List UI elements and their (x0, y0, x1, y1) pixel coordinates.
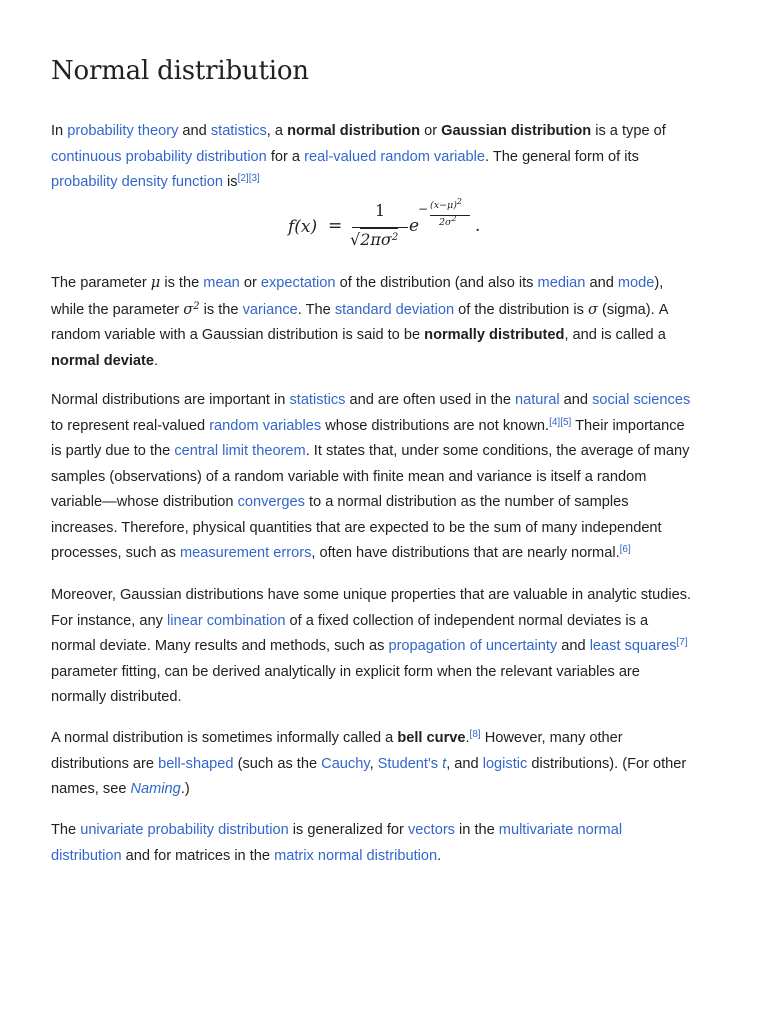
link-bell-shaped[interactable]: bell-shaped (158, 755, 234, 772)
link-logistic[interactable]: logistic (482, 755, 528, 772)
formula-period: . (475, 216, 481, 236)
link-converges[interactable]: converges (237, 494, 305, 510)
formula-fx: f(x) (288, 217, 318, 237)
exponent-denominator: $2\sigma^2$ (439, 214, 457, 228)
citation-8[interactable]: [8] (469, 729, 481, 740)
link-measurement-errors[interactable]: measurement errors (179, 545, 312, 561)
link-social-sciences[interactable]: social sciences (592, 392, 691, 408)
citation-4[interactable]: [4] (549, 416, 561, 428)
link-propagation-of-uncertainty[interactable]: propagation of uncertainty (388, 638, 558, 654)
link-central-limit-theorem[interactable]: central limit theorem (174, 443, 306, 459)
sigma-symbol: σ (587, 300, 598, 318)
formula-equals: = (328, 216, 343, 236)
bold-normal-distribution: normal distribution (287, 123, 421, 139)
link-expectation[interactable]: expectation (260, 275, 336, 291)
link-students-t[interactable]: Student's t (377, 755, 447, 772)
bold-gaussian-distribution: Gaussian distribution (441, 123, 592, 139)
citation-2[interactable]: [2] (237, 173, 249, 184)
importance-paragraph: Normal distributions are important in statistics and are often used in the natural and social sciences to represent real-valued random variables whose distributions are not known.[4][5] Their importance is partly due to the central limit theorem. It states that, under some conditions, the average of many samples (observations) of a random variable with finite mean and variance is itself a random variable—whose distribution converges to a normal distribution as the number of samples increases. Therefore, physical quantities that are expected to be the sum of many independent processes, such as measurement errors, often have distributions that are nearly normal.[6] (51, 392, 691, 561)
bold-normal-deviate: normal deviate (51, 352, 155, 369)
sqrt-icon: √ (350, 230, 361, 249)
link-statistics-2[interactable]: statistics (289, 392, 346, 408)
formula-e: e (409, 216, 420, 236)
link-vectors[interactable]: vectors (407, 822, 455, 838)
pdf-formula (288, 196, 508, 260)
formula-denominator: $√2\pi\sigma^2$ (350, 230, 399, 249)
citation-7[interactable]: [7] (676, 637, 688, 648)
link-statistics[interactable]: statistics (210, 123, 267, 139)
exponent-fraction-bar (430, 215, 470, 216)
link-probability-theory[interactable]: probability theory (67, 123, 179, 139)
parameters-paragraph: The parameter μ is the mean or expectation of the distribution (and also its median and mode), while the parameter $\sigma^2$ is the variance. The standard deviation of the distribution is σ (sigma). A random variable with a Gaussian distribution is said to be normally distributed, and is called a normal deviate. (51, 274, 669, 369)
formula-minus: − (418, 202, 429, 216)
mu-symbol: μ (150, 274, 161, 291)
link-natural[interactable]: natural (515, 392, 560, 408)
citation-6[interactable]: [6] (619, 544, 631, 555)
link-standard-deviation[interactable]: standard deviation (334, 301, 455, 318)
link-real-valued-random-variable[interactable]: real-valued random variable (304, 148, 486, 165)
citation-5[interactable]: [5] (560, 416, 572, 428)
formula-numerator: 1 (375, 201, 386, 220)
generalization-paragraph: The univariate probability distribution is generalized for vectors in the multivariate normal distribution and for matrices in the matrix normal distribution. (51, 822, 623, 864)
link-least-squares[interactable]: least squares (589, 638, 677, 654)
link-variance[interactable]: variance (242, 301, 298, 318)
link-mean[interactable]: mean (203, 275, 240, 291)
intro-paragraph: In probability theory and statistics, a normal distribution or Gaussian distribution is a type of continuous probability distribution for a real-valued random variable. The general form of its probability density function is[2][3] (51, 123, 666, 190)
link-linear-combination[interactable]: linear combination (167, 612, 286, 629)
link-random-variables[interactable]: random variables (209, 417, 322, 434)
link-continuous-probability-distribution[interactable]: continuous probability distribution (51, 148, 267, 165)
link-matrix-normal-distribution[interactable]: matrix normal distribution (274, 847, 438, 864)
page-title: Normal distribution (51, 56, 309, 86)
properties-paragraph: Moreover, Gaussian distributions have some unique properties that are valuable in analytic studies. For instance, any linear combination of a fixed collection of independent normal deviates is a normal deviate. Many results and methods, such as propagation of uncertainty and least squares[7] parameter fitting, can be derived analytically in explicit form when the relevant variables are normally distributed. (51, 587, 692, 705)
sigma-squared-symbol: $\sigma^2$ (183, 300, 200, 318)
citation-3[interactable]: [3] (248, 173, 260, 184)
link-probability-density-function[interactable]: probability density function (51, 174, 223, 190)
link-median[interactable]: median (537, 275, 586, 291)
bell-curve-paragraph: A normal distribution is sometimes informally called a bell curve.[8] However, many other distributions are bell-shaped (such as the Cauchy, Student's t, and logistic distributions). (For other names, see Naming.) (51, 729, 687, 797)
link-mode[interactable]: mode (617, 275, 655, 291)
link-multivariate-normal-distribution[interactable]: multivariate normal distribution (51, 822, 623, 864)
exponent-numerator: $(x-\mu)^2$ (430, 197, 462, 211)
link-naming[interactable]: Naming (130, 781, 181, 797)
link-univariate-probability-distribution[interactable]: univariate probability distribution (80, 822, 289, 838)
bold-bell-curve: bell curve (397, 730, 466, 746)
link-cauchy[interactable]: Cauchy (321, 755, 370, 772)
bold-normally-distributed: normally distributed (424, 327, 565, 343)
